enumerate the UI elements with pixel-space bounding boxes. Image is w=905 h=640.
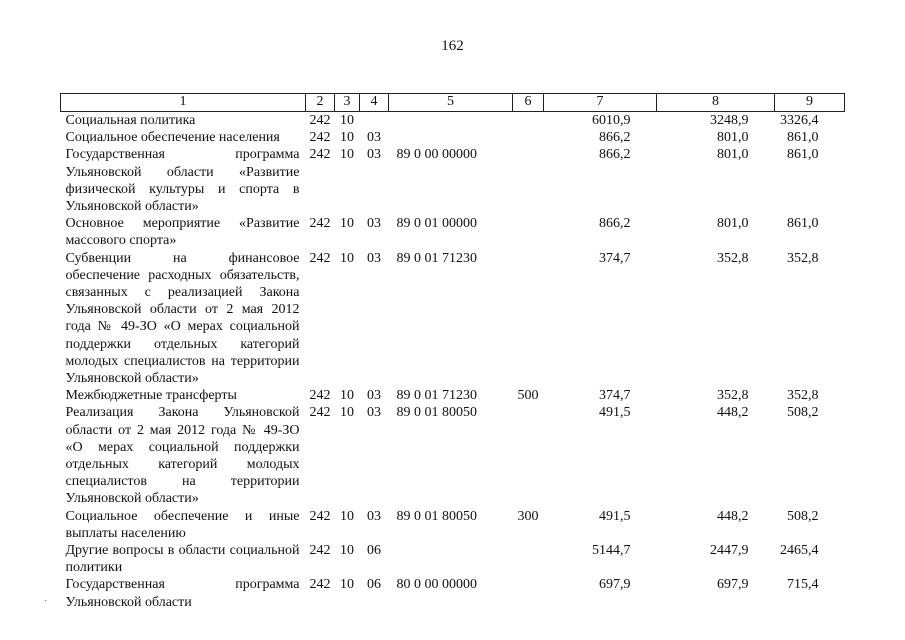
row-name: Государственная программа Ульяновской области bbox=[65, 577, 300, 610]
row-amount-year3: 715,4 bbox=[787, 577, 819, 593]
column-header: 4 bbox=[360, 94, 389, 112]
column-header: 2 bbox=[306, 94, 335, 112]
page-number: 162 bbox=[441, 38, 464, 54]
row-name: Межбюджетные трансферты bbox=[65, 388, 237, 404]
row-amount-year3: 508,2 bbox=[787, 405, 819, 421]
row-admin-code: 242 bbox=[309, 147, 331, 163]
row-admin-code: 242 bbox=[309, 543, 331, 559]
table-header-row bbox=[61, 94, 845, 112]
column-header: 8 bbox=[657, 94, 775, 112]
column-header: 5 bbox=[389, 94, 513, 112]
row-amount-year2: 352,8 bbox=[717, 388, 749, 404]
row-amount-year1: 5144,7 bbox=[592, 543, 631, 559]
row-amount-year1: 491,5 bbox=[599, 508, 631, 524]
row-name: Социальная политика bbox=[65, 113, 196, 128]
row-amount-year1: 6010,9 bbox=[592, 113, 631, 128]
row-expense-type bbox=[513, 129, 544, 146]
table-row bbox=[61, 508, 845, 542]
row-amount-year2: 801,0 bbox=[717, 216, 749, 232]
row-target-article bbox=[389, 542, 513, 576]
column-header: 6 bbox=[513, 94, 544, 112]
row-target-article: 89 0 01 71230 bbox=[396, 250, 477, 266]
row-target-article: 80 0 00 00000 bbox=[396, 577, 477, 593]
row-amount-year2: 697,9 bbox=[717, 577, 749, 593]
row-amount-year3: 352,8 bbox=[787, 250, 819, 266]
row-expense-type bbox=[513, 404, 544, 507]
row-amount-year2: 3248,9 bbox=[710, 113, 749, 128]
row-expense-type: 500 bbox=[517, 388, 539, 404]
row-name: Государственная программа Ульяновской области «Развитие физической культуры и спорта в Ульяновской области» bbox=[65, 147, 300, 215]
row-target-article: 89 0 01 00000 bbox=[396, 216, 477, 232]
row-section: 10 bbox=[340, 147, 354, 163]
row-name: Социальное обеспечение населения bbox=[65, 130, 280, 146]
table-row bbox=[61, 250, 845, 388]
row-subsection: 06 bbox=[367, 543, 381, 559]
row-subsection: 06 bbox=[367, 577, 381, 593]
row-expense-type bbox=[513, 146, 544, 215]
row-amount-year2: 448,2 bbox=[717, 405, 749, 421]
row-section: 10 bbox=[340, 250, 354, 266]
row-amount-year2: 801,0 bbox=[717, 147, 749, 163]
row-section: 10 bbox=[340, 130, 354, 146]
row-target-article: 89 0 00 00000 bbox=[396, 147, 477, 163]
row-admin-code: 242 bbox=[309, 508, 331, 524]
row-section: 10 bbox=[340, 577, 354, 593]
column-header: 9 bbox=[775, 94, 845, 112]
table-row bbox=[61, 542, 845, 576]
row-expense-type bbox=[513, 215, 544, 249]
row-target-article bbox=[389, 112, 513, 130]
row-amount-year2: 801,0 bbox=[717, 130, 749, 146]
row-subsection: 03 bbox=[367, 405, 381, 421]
row-amount-year3: 861,0 bbox=[787, 216, 819, 232]
row-name: Основное мероприятие «Развитие массового спорта» bbox=[65, 216, 300, 249]
row-section: 10 bbox=[340, 508, 354, 524]
row-subsection: 03 bbox=[367, 508, 381, 524]
row-amount-year3: 861,0 bbox=[787, 130, 819, 146]
row-amount-year3: 3326,4 bbox=[780, 113, 819, 128]
row-expense-type bbox=[513, 542, 544, 576]
row-amount-year2: 448,2 bbox=[717, 508, 749, 524]
row-subsection: 03 bbox=[367, 216, 381, 232]
table-row bbox=[61, 387, 845, 404]
table-row bbox=[61, 129, 845, 146]
table-row bbox=[61, 146, 845, 215]
row-admin-code: 242 bbox=[309, 577, 331, 593]
row-amount-year3: 861,0 bbox=[787, 147, 819, 163]
column-header: 3 bbox=[335, 94, 360, 112]
row-admin-code: 242 bbox=[309, 216, 331, 232]
row-admin-code: 242 bbox=[309, 250, 331, 266]
row-expense-type bbox=[513, 250, 544, 388]
row-target-article: 89 0 01 80050 bbox=[396, 508, 477, 524]
table-row bbox=[61, 215, 845, 249]
row-name: Реализация Закона Ульяновской области от 2 мая 2012 года № 49-ЗО «О мерах социальной поддержки отдельных категорий молодых специалистов на территории Ульяновской области» bbox=[65, 405, 300, 507]
table-row bbox=[61, 112, 845, 130]
row-subsection: 03 bbox=[367, 388, 381, 404]
row-expense-type: 300 bbox=[517, 508, 539, 524]
row-target-article bbox=[389, 129, 513, 146]
row-amount-year2: 2447,9 bbox=[710, 543, 749, 559]
row-amount-year1: 866,2 bbox=[599, 130, 631, 146]
row-subsection: 03 bbox=[367, 130, 381, 146]
row-admin-code: 242 bbox=[309, 130, 331, 146]
column-header: 1 bbox=[61, 94, 306, 112]
row-expense-type bbox=[513, 576, 544, 610]
row-amount-year3: 2465,4 bbox=[780, 543, 819, 559]
row-name: Субвенции на финансовое обеспечение расходных обязательств, связанных с реализацией Закона Ульяновской области от 2 мая 2012 года № 49-ЗО «О мерах социальной поддержки отдельных категорий молодых специалистов на территории Ульяновской области» bbox=[65, 250, 300, 387]
row-amount-year3: 352,8 bbox=[787, 388, 819, 404]
row-section: 10 bbox=[340, 216, 354, 232]
row-admin-code: 242 bbox=[309, 388, 331, 404]
row-admin-code: 242 bbox=[309, 405, 331, 421]
row-amount-year3: 508,2 bbox=[787, 508, 819, 524]
row-amount-year1: 866,2 bbox=[599, 216, 631, 232]
table-row bbox=[61, 576, 845, 610]
row-amount-year1: 491,5 bbox=[599, 405, 631, 421]
row-section: 10 bbox=[340, 405, 354, 421]
row-section: 10 bbox=[340, 113, 354, 128]
column-header: 7 bbox=[544, 94, 657, 112]
row-amount-year2: 352,8 bbox=[717, 250, 749, 266]
row-target-article: 89 0 01 71230 bbox=[396, 388, 477, 404]
row-section: 10 bbox=[340, 543, 354, 559]
row-subsection: 03 bbox=[367, 147, 381, 163]
row-admin-code: 242 bbox=[309, 113, 331, 128]
budget-table bbox=[60, 93, 845, 611]
row-amount-year1: 697,9 bbox=[599, 577, 631, 593]
row-name: Социальное обеспечение и иные выплаты населению bbox=[65, 508, 300, 541]
row-name: Другие вопросы в области социальной политики bbox=[65, 543, 300, 576]
row-subsection bbox=[360, 112, 389, 130]
row-amount-year1: 866,2 bbox=[599, 147, 631, 163]
row-target-article: 89 0 01 80050 bbox=[396, 405, 477, 421]
table-row bbox=[61, 404, 845, 507]
row-amount-year1: 374,7 bbox=[599, 388, 631, 404]
row-expense-type bbox=[513, 112, 544, 130]
row-section: 10 bbox=[340, 388, 354, 404]
row-subsection: 03 bbox=[367, 250, 381, 266]
margin-mark: ˏ bbox=[44, 591, 48, 602]
row-amount-year1: 374,7 bbox=[599, 250, 631, 266]
